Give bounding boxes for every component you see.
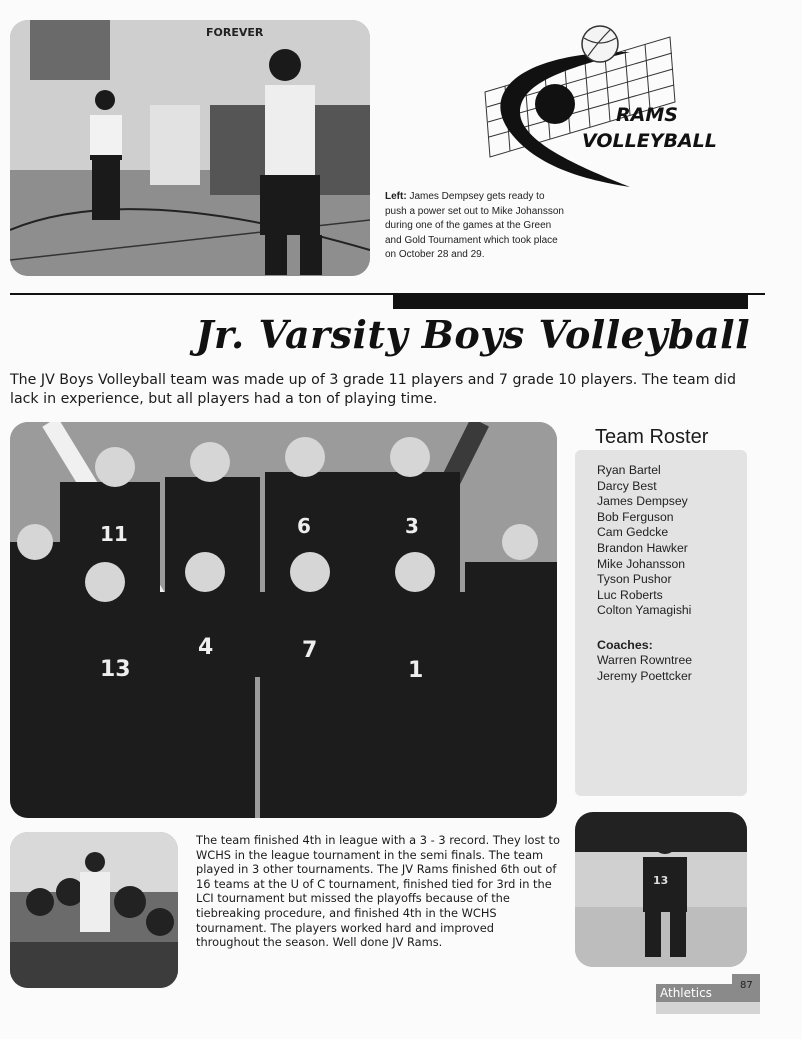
jersey-number: 4: [198, 635, 214, 660]
gym-wall-lettering: FOREVER: [206, 26, 264, 39]
bottom-right-photo: [575, 812, 747, 967]
page-number: 87: [740, 980, 753, 991]
caption-label: Left:: [385, 191, 407, 202]
roster-heading: Team Roster: [595, 426, 709, 448]
season-summary: The team finished 4th in league with a 3 - 3 record. They lost to WCHS in the league tournament in the semi finals. The team played in 3 other tournaments. The JV Rams finished 6th out of 16 teams at the U of C tournament, finished tied for 3rd in the LCI tournament but missed the playoffs because of the tiebreaking procedure, and finished 4th in the WCHS tournament. The players worked hard and improved throughout the season. Well done JV Rams.: [196, 833, 560, 950]
jersey-number: 7: [302, 638, 318, 663]
jersey-number: 6: [297, 514, 311, 538]
bottom-left-photo: [10, 832, 178, 988]
top-photo-caption: [385, 190, 565, 263]
coaches-label: Coaches:: [597, 638, 653, 652]
rams-volleyball-logo: [480, 22, 720, 192]
intro-paragraph: The JV Boys Volleyball team was made up of 3 grade 11 players and 7 grade 10 players. The team did lack in experience, but all players had a ton of playing time.: [10, 372, 736, 407]
divider-bar: [393, 295, 748, 309]
player-name: Darcy Best: [597, 478, 657, 493]
caption-text: James Dempsey gets ready to push a power set out to Mike Johansson during one of the games at the Green and Gold Tournament which took place on October 28 and 29.: [385, 191, 564, 260]
top-action-photo: [10, 20, 370, 276]
player-name: Cam Gedcke: [597, 525, 669, 540]
jersey-number: 13: [653, 874, 669, 887]
player-name: Bob Ferguson: [597, 509, 674, 524]
jersey-number: 11: [100, 522, 128, 546]
page-title: Jr. Varsity Boys Volleyball: [195, 312, 750, 357]
coach-list: [597, 653, 692, 684]
footer-page-tab: [656, 974, 766, 1014]
logo-line-1: RAMS: [616, 104, 678, 126]
coach-name: Jeremy Poettcker: [597, 668, 692, 683]
footer-section-label: Athletics: [656, 984, 734, 1002]
player-name: Mike Johansson: [597, 556, 686, 571]
jersey-number: 3: [405, 514, 419, 538]
player-list: [597, 463, 691, 619]
player-name: Brandon Hawker: [597, 540, 688, 555]
player-name: Luc Roberts: [597, 587, 663, 602]
player-name: Ryan Bartel: [597, 463, 661, 477]
jersey-number: 1: [408, 658, 424, 683]
player-name: James Dempsey: [597, 494, 688, 509]
roster-panel: [575, 450, 747, 796]
player-name: Tyson Pushor: [597, 572, 672, 587]
jersey-number: 13: [100, 657, 131, 682]
coach-name: Warren Rowntree: [597, 653, 693, 667]
player-name: Colton Yamagishi: [597, 603, 692, 618]
logo-line-2: VOLLEYBALL: [582, 130, 717, 152]
team-photo: [10, 422, 557, 818]
